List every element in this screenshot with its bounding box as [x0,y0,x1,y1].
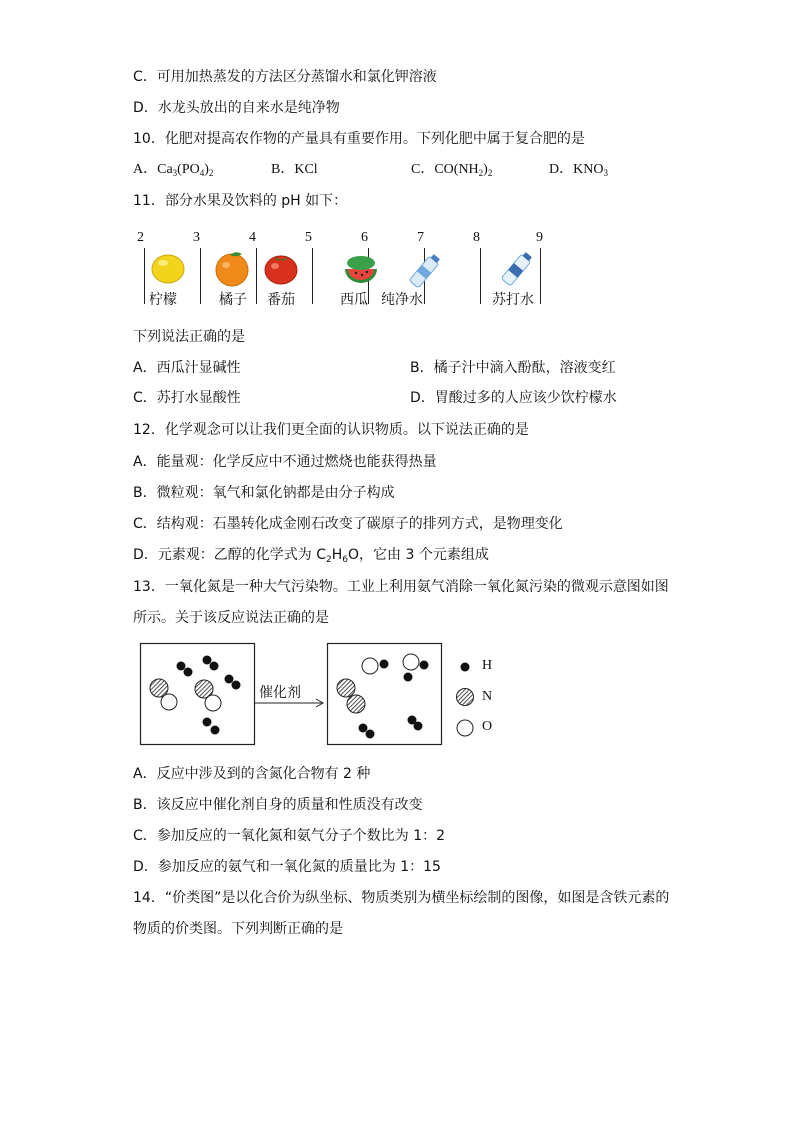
q14-stem-line-2: 物质的价类图。下列判断正确的是 [133,921,343,937]
q11-option-c: C．苏打水显酸性 [133,390,241,406]
q12-option-b: B．微粒观：氧气和氯化钠都是由分子构成 [133,485,395,501]
catalyst-label: 催化剂 [259,685,301,701]
ph-number: 6 [361,230,368,245]
q11-option-d: D．胃酸过多的人应该少饮柠檬水 [410,390,617,406]
q12-option-c: C．结构观：石墨转化成金刚石改变了碳原子的排列方式，是物理变化 [133,516,563,532]
q13-option-c: C．参加反应的一氧化氮和氨气分子个数比为 1：2 [133,828,446,844]
q11-option-a: A．西瓜汁显碱性 [133,360,241,376]
q12-option-a: A．能量观：化学反应中不通过燃烧也能获得热量 [133,454,437,470]
ph-number: 4 [249,230,256,245]
q9-option-d: D．水龙头放出的自来水是纯净物 [133,100,340,116]
q10-option-c: C．$CO(NH_2)_2$ [411,162,493,178]
q10-option-b: B．KCl [271,162,318,177]
ph-number: 7 [417,230,424,245]
legend-o-symbol [457,720,473,736]
ph-label-lemon: 柠檬 [149,292,177,308]
ph-label-watermelon: 西瓜 [340,292,368,308]
q13-option-d: D．参加反应的氨气和一氧化氮的质量比为 1：15 [133,859,441,875]
q13-stem-line-1: 13．一氧化氮是一种大气污染物。工业上利用氨气消除一氧化氮污染的微观示意图如图 [133,579,669,595]
q12-stem: 12．化学观念可以让我们更全面的认识物质。以下说法正确的是 [133,422,529,438]
ph-label-soda-water: 苏打水 [492,292,534,308]
q13-stem-line-2: 所示。关于该反应说法正确的是 [133,610,329,626]
q12-option-d: D．元素观：乙醇的化学式为 $C_2H_6O$，它由 3 个元素组成 [133,547,489,565]
q11-prompt: 下列说法正确的是 [133,329,245,345]
ph-label-tomato: 番茄 [267,292,295,308]
ph-number: 9 [536,230,543,245]
ph-number: 5 [305,230,312,245]
ph-number: 8 [473,230,480,245]
q10-stem: 10．化肥对提高农作物的产量具有重要作用。下列化肥中属于复合肥的是 [133,131,585,147]
ph-label-pure-water: 纯净水 [381,292,423,308]
ph-number: 3 [193,230,200,245]
legend-n-label: N [482,689,493,704]
legend-h-symbol [461,663,470,672]
legend-n-symbol [457,689,474,706]
q11-option-b: B．橘子汁中滴入酚酞，溶液变红 [410,360,616,376]
q13-option-b: B．该反应中催化剂自身的质量和性质没有改变 [133,797,423,813]
legend-o-label: O [482,719,493,734]
q13-option-a: A．反应中涉及到的含氮化合物有 2 种 [133,766,371,782]
q9-option-c: C．可用加热蒸发的方法区分蒸馏水和氯化钾溶液 [133,69,437,85]
q14-stem-line-1: 14．“价类图”是以化合价为纵坐标、物质类别为横坐标绘制的图像，如图是含铁元素的 [133,890,670,906]
ph-label-orange: 橘子 [219,292,247,308]
ph-number: 2 [137,230,144,245]
q10-option-a: A．$Ca_3(PO_4)_2$ [133,162,214,178]
q10-option-d: D．$KNO_3$ [549,162,608,178]
q11-stem: 11．部分水果及饮料的 pH 如下： [133,193,348,209]
legend-h-label: H [482,658,493,673]
